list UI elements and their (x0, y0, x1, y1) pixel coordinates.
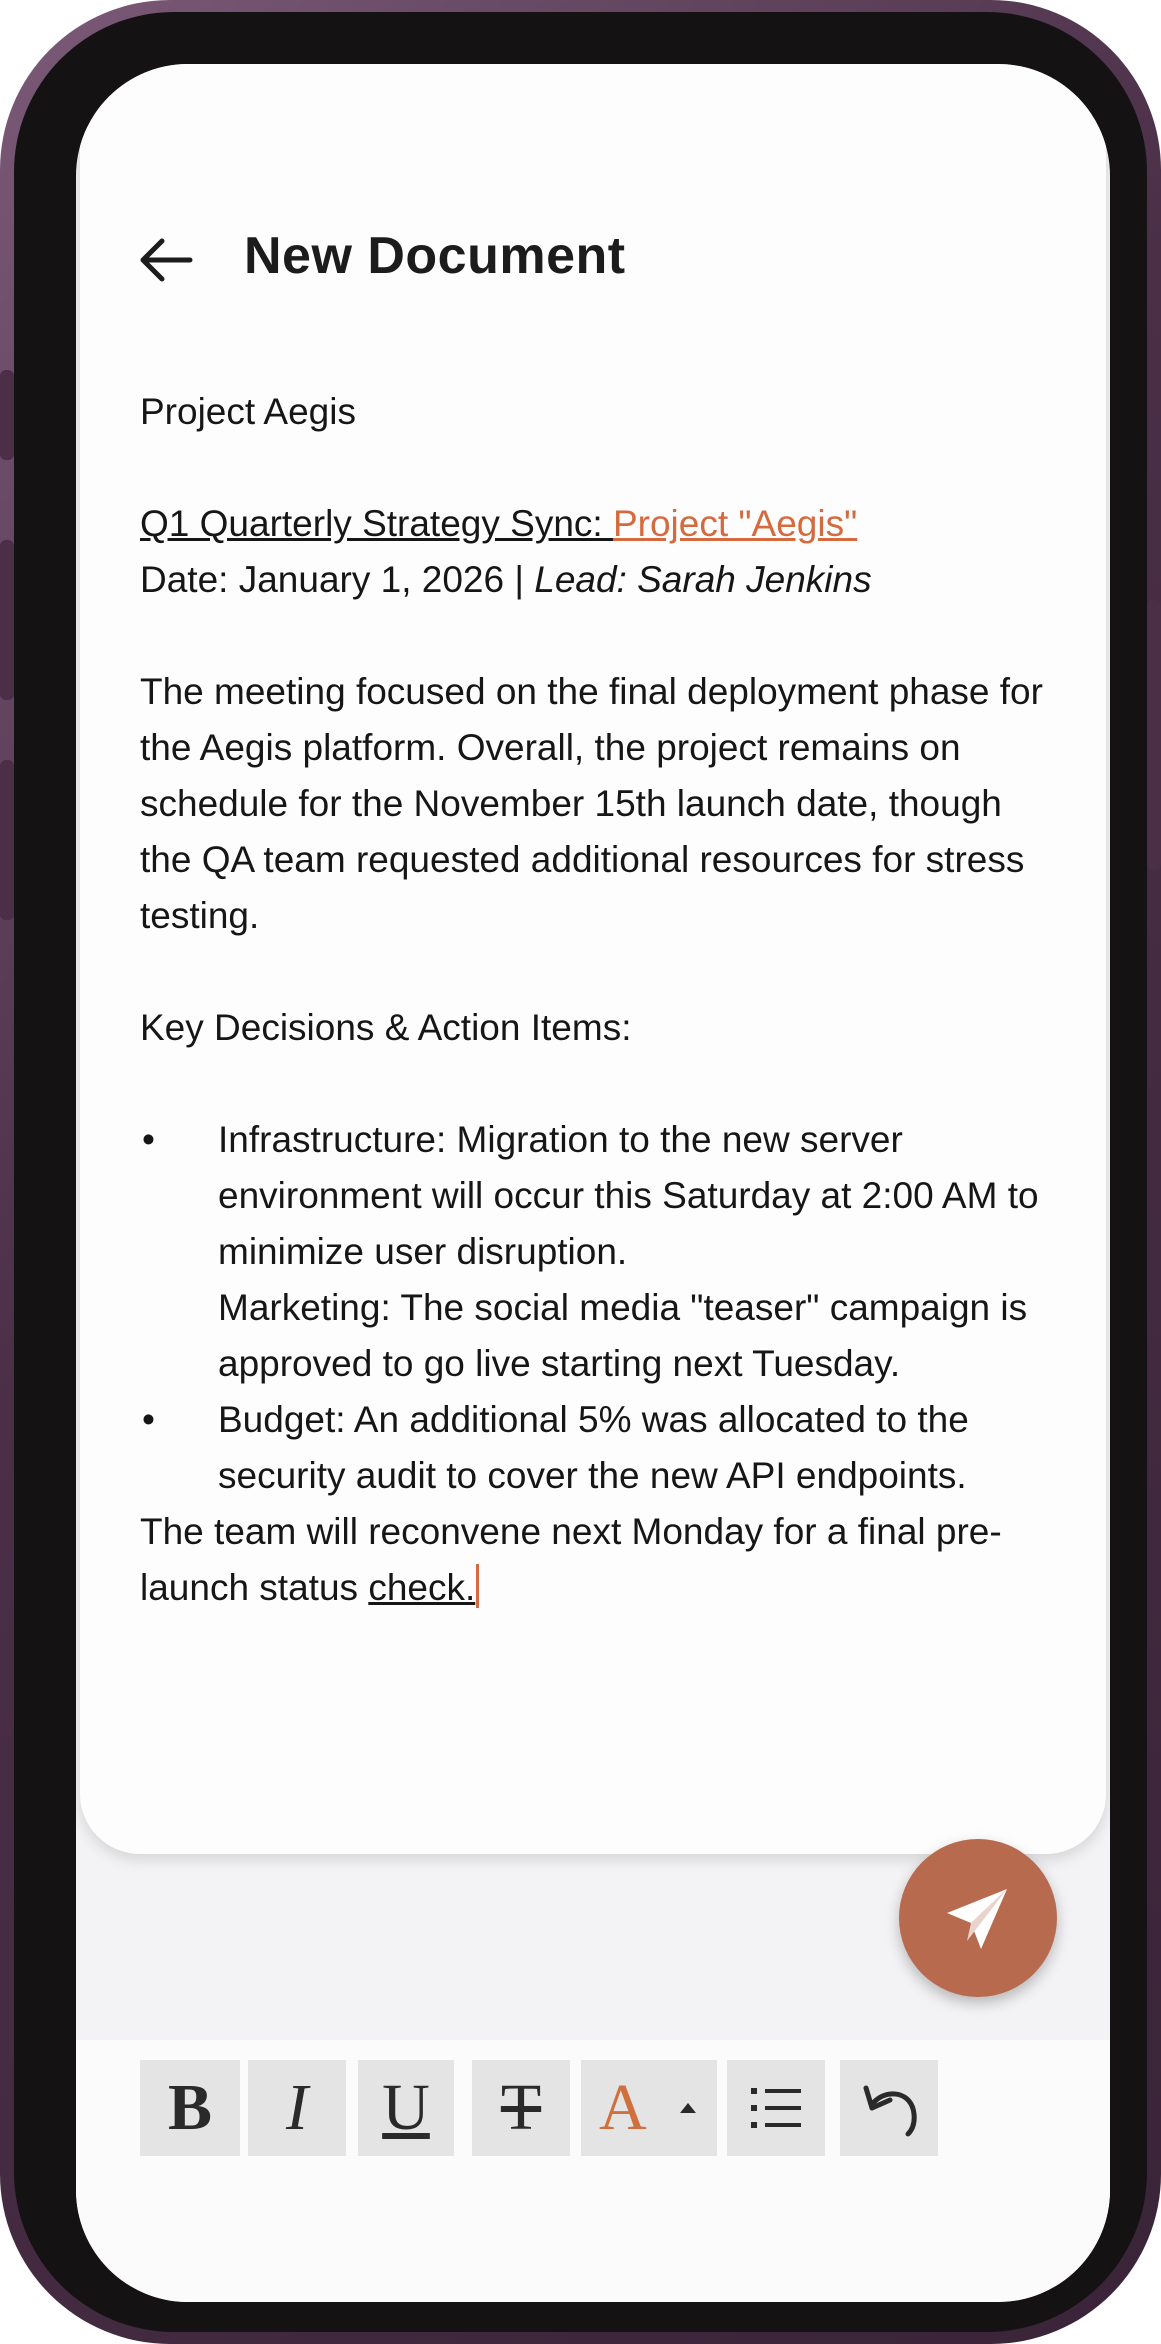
bullet-list-button[interactable] (727, 2060, 825, 2156)
list-item-text: Infrastructure: Migration to the new server environment will occur this Saturday at 2:00 AM to minimize user disruption. (218, 1119, 1039, 1272)
heading-prefix: Q1 Quarterly Strategy Sync: (140, 503, 613, 544)
side-button (0, 760, 14, 920)
caret-up-icon (679, 2102, 697, 2114)
bold-label: B (167, 2071, 213, 2144)
screen (76, 64, 1110, 2302)
summary-paragraph: The meeting focused on the final deployment phase for the Aegis platform. Overall, the project remains on schedule for the November 15th launch date, though the QA team requested additional resources for stress testing. (140, 671, 1043, 936)
arrow-left-icon[interactable] (138, 236, 194, 284)
bullet-dot: • (142, 1399, 155, 1440)
italic-button[interactable] (248, 2060, 346, 2156)
date-text: Date: January 1, 2026 | (140, 559, 535, 600)
bezel (14, 12, 1147, 2332)
underline-label: U (382, 2071, 430, 2144)
list-item-text: Budget: An additional 5% was allocated to the security audit to cover the new API endpoints. (218, 1399, 969, 1496)
strikethrough-button[interactable] (472, 2060, 570, 2156)
action-items-list (140, 1112, 1060, 1504)
side-button (0, 540, 14, 700)
undo-icon (860, 2080, 920, 2138)
document-heading (140, 496, 1060, 552)
section-heading: Key Decisions & Action Items: (140, 1007, 632, 1048)
closing-paragraph (140, 1504, 1060, 1616)
bold-button[interactable] (140, 2060, 240, 2156)
text-color-button[interactable] (581, 2060, 717, 2156)
send-button[interactable] (899, 1839, 1057, 1997)
list-item-text: Marketing: The social media "teaser" campaign is approved to go live starting next Tuesday. (218, 1287, 1028, 1384)
side-button (0, 370, 14, 460)
underline-button[interactable] (358, 2060, 454, 2156)
bullet-dot: • (142, 1119, 155, 1160)
strikethrough-label: T (500, 2071, 542, 2144)
list-item (140, 1280, 1060, 1392)
closing-text: The team will reconvene next Monday for a final pre-launch status (140, 1511, 1002, 1608)
formatting-toolbar (76, 2040, 1110, 2302)
text-color-label: A (599, 2071, 647, 2144)
italic-label: I (286, 2071, 308, 2144)
list-item (140, 1392, 1060, 1504)
document-card (80, 64, 1106, 1854)
undo-button[interactable] (840, 2060, 938, 2156)
text-cursor (476, 1564, 479, 1608)
page-title: New Document (244, 227, 626, 285)
document-editor[interactable] (140, 384, 1060, 1616)
send-icon (943, 1883, 1013, 1953)
side-button (1147, 600, 1161, 870)
app-bar (80, 214, 1106, 304)
bullet-list-icon (749, 2084, 803, 2132)
date-line (140, 552, 1060, 608)
heading-project-link[interactable]: Project "Aegis" (612, 503, 858, 544)
list-item (140, 1112, 1060, 1280)
document-name: Project Aegis (140, 391, 356, 432)
lead-text: Lead: Sarah Jenkins (534, 559, 872, 600)
closing-link[interactable]: check. (368, 1567, 476, 1608)
